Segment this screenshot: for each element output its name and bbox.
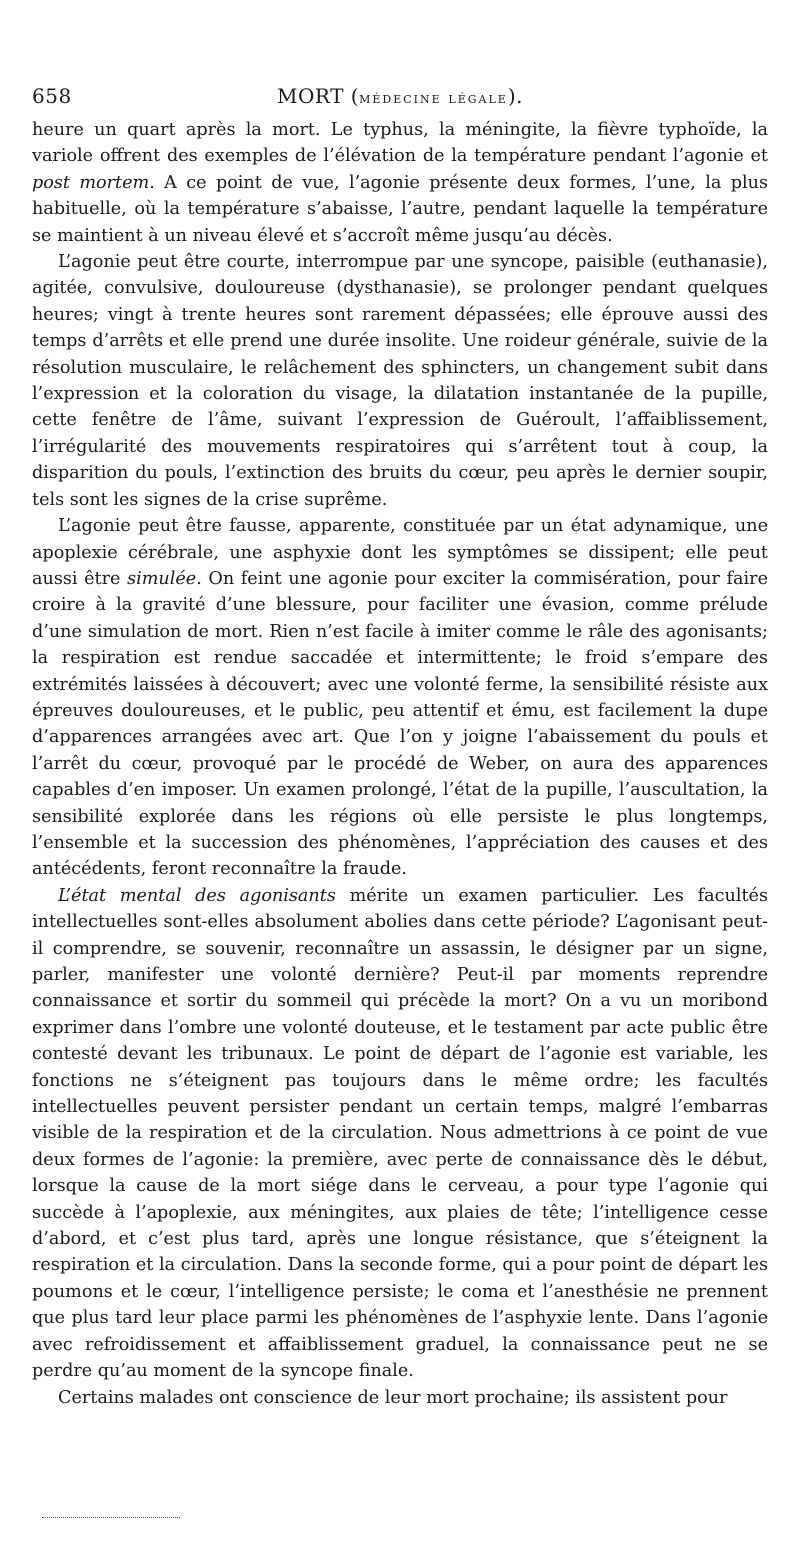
paragraph-4 — [32, 883, 768, 1385]
text-run: . On feint une agonie pour exciter la commisération, pour faire croire à la gravité d’une blessure, pour faciliter une évasion, comme prélude d’une simulation de mort. Rien n’est facile à imiter comme le râle des agonisants; la respiration est rendue saccadée et intermittente; le froid s’empare des extrémités laissées à découvert; avec une volonté ferme, la sensibilité résiste aux épreuves douloureuses, et le public, peu attentif et ému, est facilement la dupe d’apparences arrangées avec art. Que l’on y joigne l’abaissement du pouls et l’arrêt du cœur, provoqué par le procédé de Weber, on aura des apparences capables d’en imposer. Un examen prolongé, l’état de la pupille, l’auscultation, la sensibilité explorée dans les régions où elle persiste le plus longtemps, l’ensemble et la succession des phénomènes, l’appréciation des causes et des antécédents, feront reconnaître la fraude. — [32, 568, 768, 880]
body-text — [32, 117, 768, 1411]
footer-rule — [42, 1517, 180, 1518]
text-run: . A ce point de vue, l’agonie présente deux formes, l’une, la plus habituelle, où la température s’abaisse, l’autre, pendant laquelle la température se maintient à un niveau élevé et s’accroît même jusqu’au décès. — [32, 172, 768, 246]
running-title-paren-open: ( — [343, 84, 360, 108]
italic-run: post mortem — [32, 172, 150, 193]
italic-run: L’état mental des agonisants — [58, 885, 336, 906]
text-run: L’agonie peut être fausse, apparente, constituée par un état adynamique, une apoplexie cérébrale, une asphyxie dont les symptômes se dissipent; elle peut aussi être — [32, 516, 768, 589]
text-run: mérite un examen particulier. Les facultés intellectuelles sont-elles absolument abolies dans cette période? L’agonisant peut-il comprendre, se souvenir, reconnaître un assassin, le désigner par un signe, parler, manifester une volonté dernière? Peut-il par moments reprendre connaissance et sortir du sommeil qui précède la mort? On a vu un moribond exprimer dans l’ombre une volonté douteuse, et le testament par acte public être contesté devant les tribunaux. Le point de départ de l’agonie est variable, les fonctions ne s’éteignent pas toujours dans le même ordre; les facultés intellectuelles peuvent persister pendant un certain temps, malgré l’embarras visible de la respiration et de la circulation. Nous admettrions à ce point de vue deux formes de l’agonie: la première, avec perte de connaissance dès le début, lorsque la cause de la mort siége dans le cerveau, a pour type l’agonie qui succède à l’apoplexie, aux méningites, aux plaies de tête; l’intelligence cesse d’abord, et c’est plus tard, après une longue résistance, que s’éteignent la respiration et la circulation. Dans la seconde forme, qui a pour point de départ les poumons et le cœur, l’intelligence persiste; le coma et l’anesthésie ne prennent que plus tard leur place parmi les phénomènes de l’asphyxie lente. Dans l’agonie avec refroidissement et affaiblissement graduel, la connaissance peut ne se perdre qu’au moment de la syncope finale. — [32, 885, 768, 1382]
running-title-paren-close: ). — [507, 84, 523, 108]
running-head — [32, 84, 768, 114]
text-run: heure un quart après la mort. Le typhus, la méningite, la fièvre typhoïde, la variole offrent des exemples de l’élévation de la température pendant l’agonie et — [32, 120, 768, 167]
text-run: L’agonie peut être courte, interrompue par une syncope, paisible (euthanasie), agitée, convulsive, douloureuse (dysthanasie), se prolonger pendant quelques heures; vingt à trente heures sont rarement dépassées; elle éprouve aussi des temps d’arrêts et elle prend une durée insolite. Une roideur générale, suivie de la résolution musculaire, le relâchement des sphincters, un changement subit dans l’expression et la coloration du visage, la dilatation instantanée de la pupille, cette fenêtre de l’âme, suivant l’expression de Guéroult, l’affaiblissement, l’irrégularité des mouvements respiratoires qui s’arrêtent tout à coup, la disparition du pouls, l’extinction des bruits du cœur, peu après le dernier soupir, tels sont les signes de la crise suprême. — [32, 252, 768, 510]
running-title-sub: médecine légale — [359, 89, 508, 107]
italic-run: simulée — [127, 568, 197, 589]
paragraph-1 — [32, 117, 768, 249]
running-title — [32, 84, 768, 108]
text-run: Certains malades ont conscience de leur mort prochaine; ils assistent pour — [58, 1387, 728, 1408]
paragraph-3 — [32, 513, 768, 883]
paragraph-2 — [32, 249, 768, 513]
running-title-main: MORT — [277, 84, 344, 108]
page-number: 658 — [32, 84, 72, 108]
paragraph-5 — [32, 1385, 768, 1411]
